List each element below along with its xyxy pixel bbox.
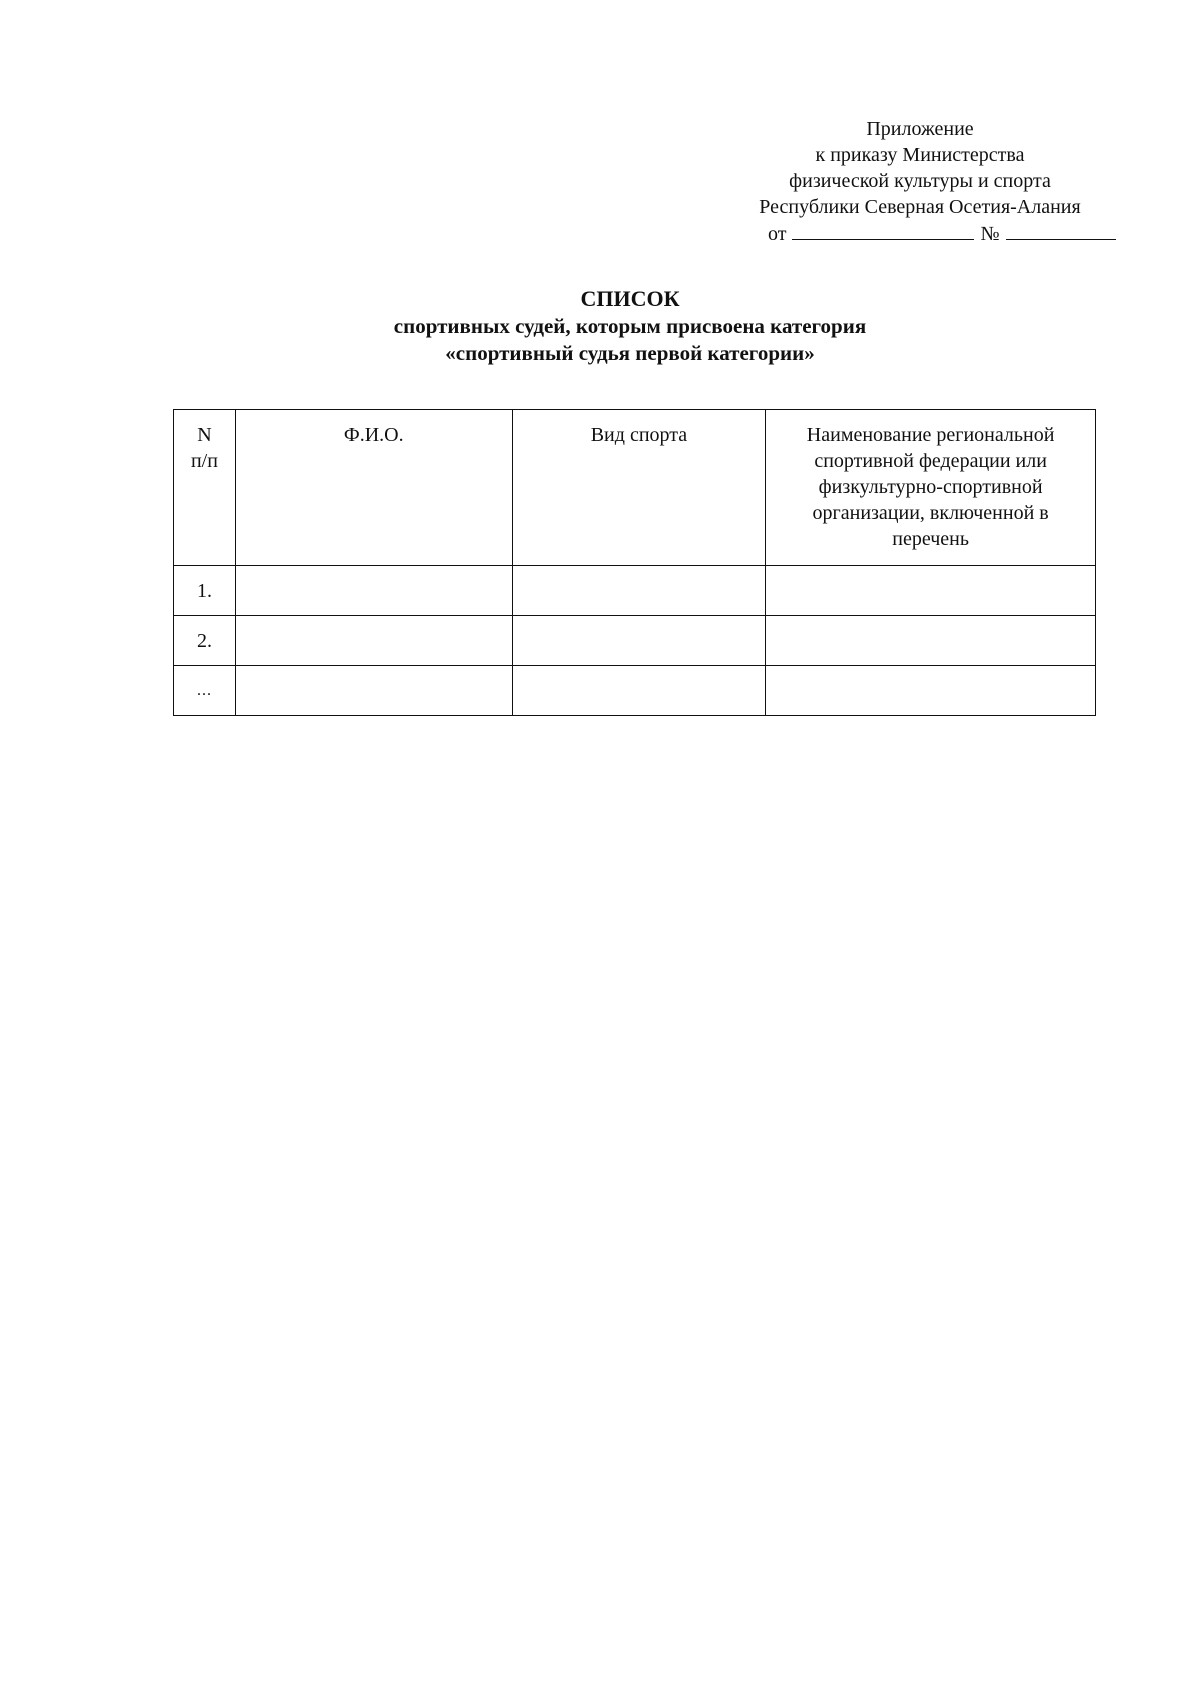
table-row [174,566,1096,616]
judges-table [173,409,1096,716]
date-prefix: от [768,223,787,245]
cell-organization [766,666,1096,716]
document-subtitle-line1: спортивных судей, которым присвоена категория [393,314,867,338]
order-date-line [720,221,1120,247]
cell-number: 2. [174,616,236,666]
appendix-line: к приказу Министерства [815,144,1025,166]
table-row [174,666,1096,716]
number-sign: № [980,223,1000,245]
cell-fio [235,566,512,616]
cell-fio [235,616,512,666]
cell-fio [235,666,512,716]
header-organization: Наименование региональной спортивной федерации или физкультурно-спортивной организации, включенной в перечень [766,410,1096,566]
cell-sport [512,666,766,716]
cell-number: 1. [174,566,236,616]
header-number: N п/п [174,410,236,566]
document-subtitle-line2: «спортивный судья первой категории» [445,341,815,365]
order-date-blank [792,221,974,240]
appendix-line: физической культуры и спорта [789,170,1051,192]
table-row [174,616,1096,666]
cell-number: ... [174,666,236,716]
appendix-line: Приложение [866,118,974,140]
table-header-row [174,410,1096,566]
cell-organization [766,616,1096,666]
document-title: СПИСОК [580,286,680,311]
appendix-header [720,116,1120,247]
document-title-block [0,285,1200,367]
header-sport: Вид спорта [512,410,766,566]
cell-sport [512,616,766,666]
header-fio: Ф.И.О. [235,410,512,566]
cell-organization [766,566,1096,616]
order-number-blank [1006,221,1116,240]
appendix-line: Республики Северная Осетия-Алания [759,196,1081,218]
cell-sport [512,566,766,616]
